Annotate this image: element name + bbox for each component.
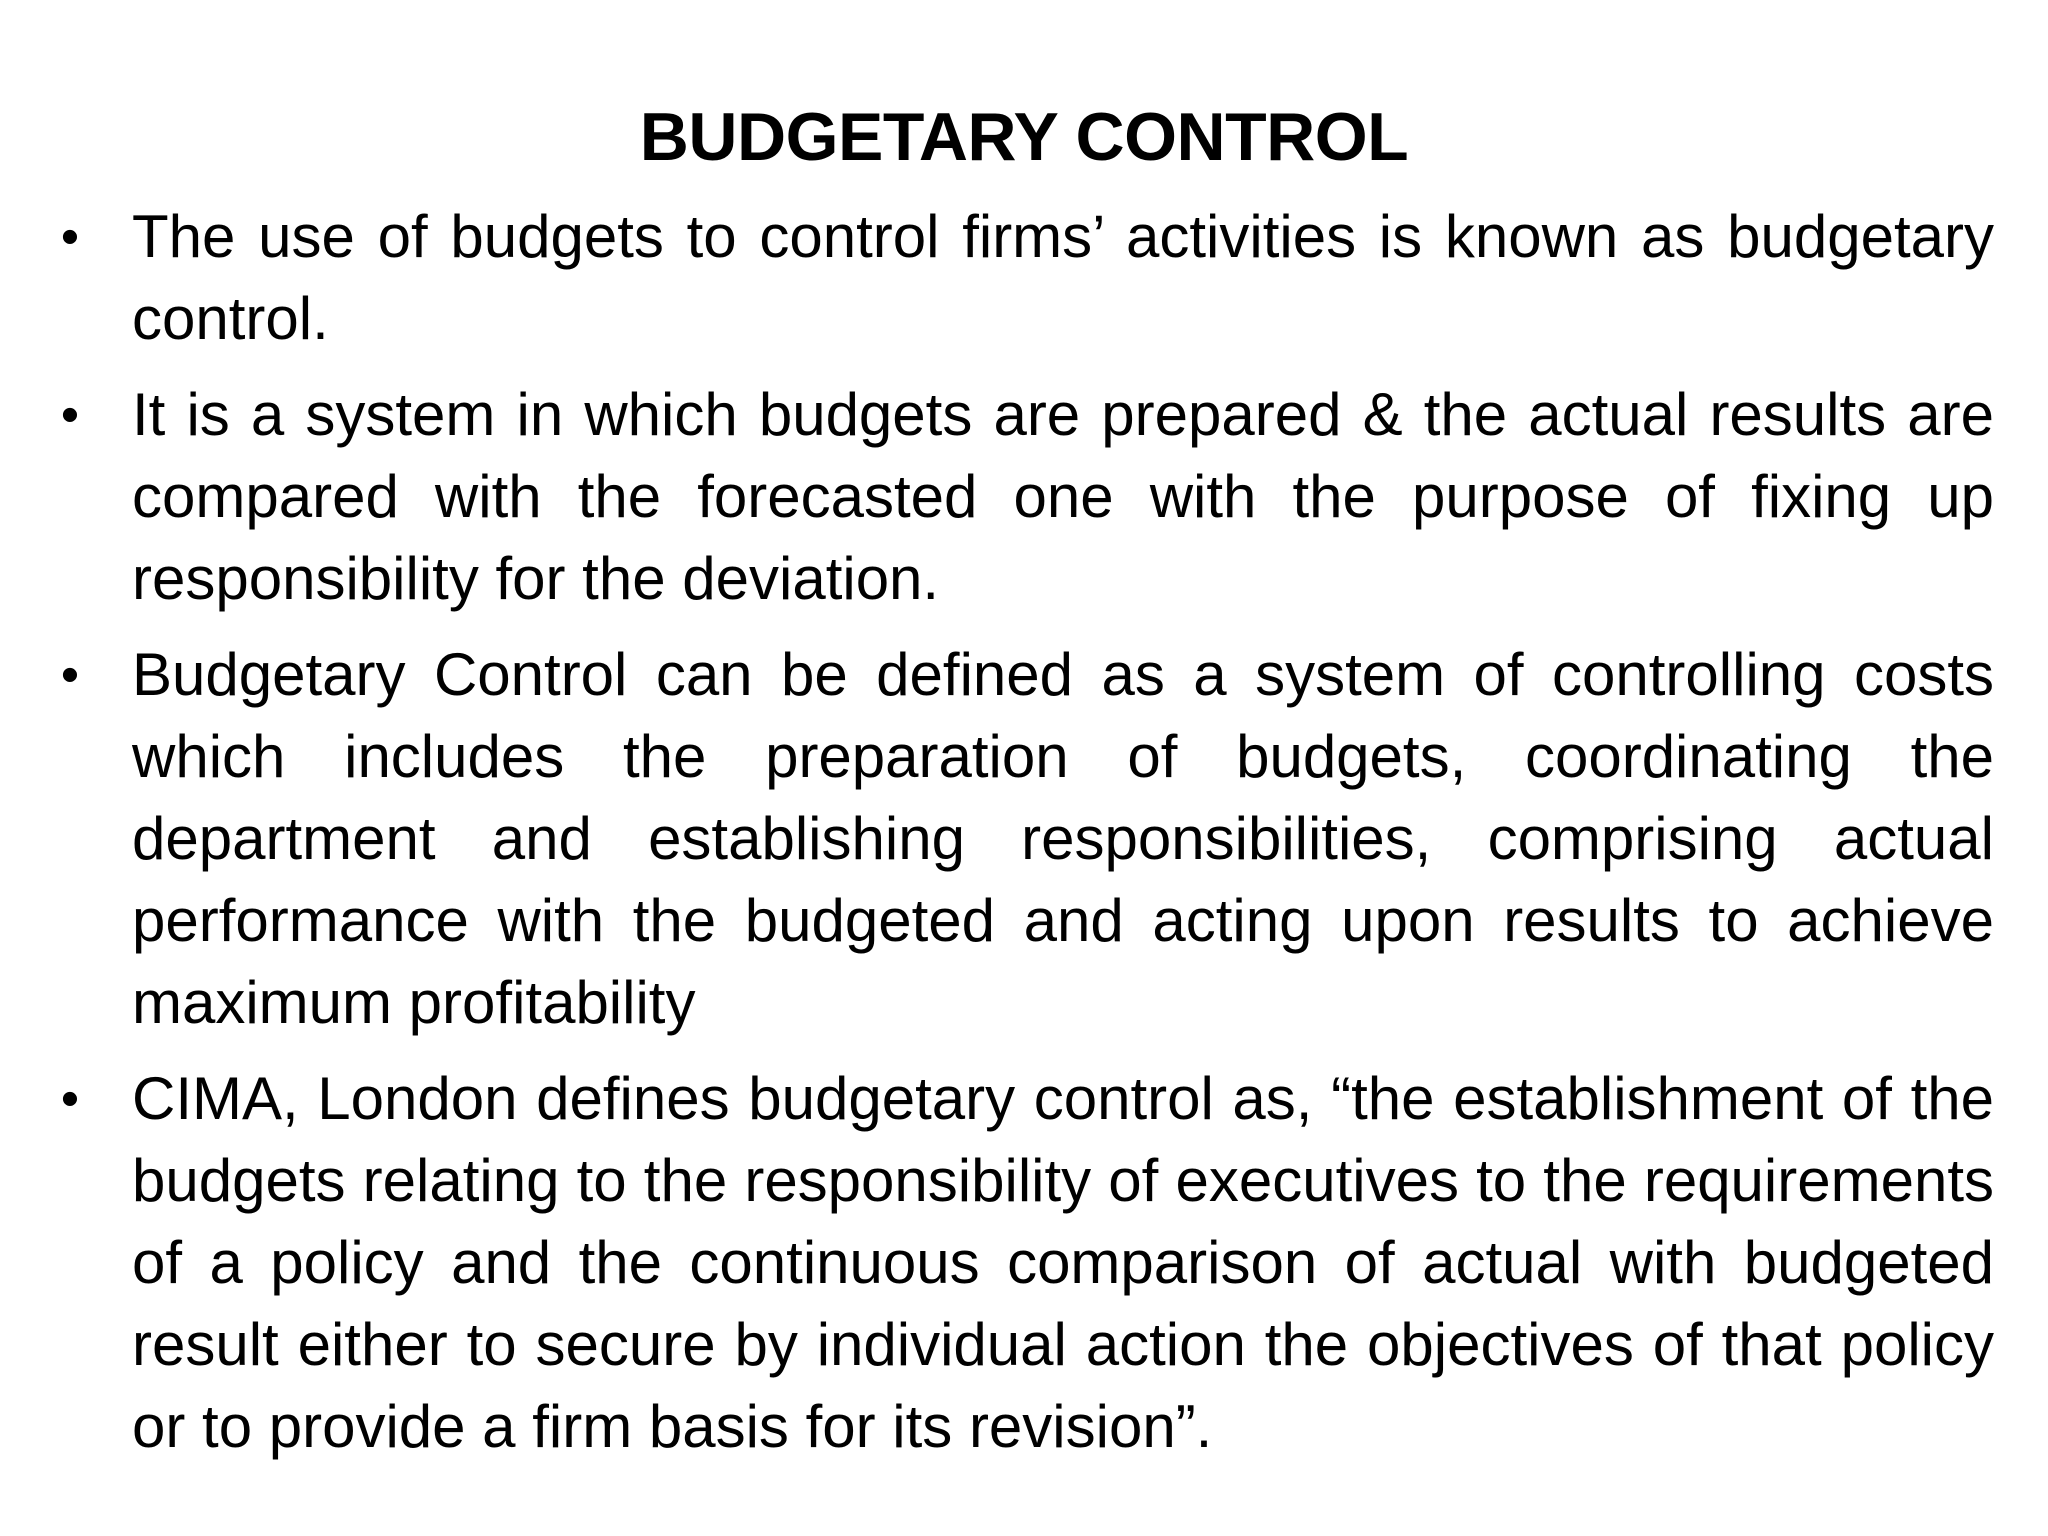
bullet-list: [60, 196, 1994, 1482]
bullet-icon: •: [60, 386, 80, 444]
bullet-text: The use of budgets to control firms’ activities is known as budgetary control.: [132, 203, 1994, 352]
bullet-icon: •: [60, 646, 80, 704]
bullet-icon: •: [60, 208, 80, 266]
bullet-item: [60, 374, 1994, 620]
bullet-item: [60, 196, 1994, 360]
bullet-item: [60, 634, 1994, 1044]
bullet-text: Budgetary Control can be defined as a system of controlling costs which includes the preparation of budgets, coordinating the department and establishing responsibilities, comprising actual performance with the budgeted and acting upon results to achieve maximum profitability: [132, 641, 1994, 1036]
bullet-item: [60, 1058, 1994, 1468]
bullet-text: CIMA, London defines budgetary control as, “the establishment of the budgets relating to the responsibility of executives to the requirements of a policy and the continuous comparison of actual with budgeted result either to secure by individual action the objectives of that policy or to provide a firm basis for its revision”.: [132, 1065, 1994, 1460]
bullet-text: It is a system in which budgets are prepared & the actual results are compared with the forecasted one with the purpose of fixing up responsibility for the deviation.: [132, 381, 1994, 612]
bullet-icon: •: [60, 1070, 80, 1128]
slide-title: BUDGETARY CONTROL: [639, 99, 1409, 175]
